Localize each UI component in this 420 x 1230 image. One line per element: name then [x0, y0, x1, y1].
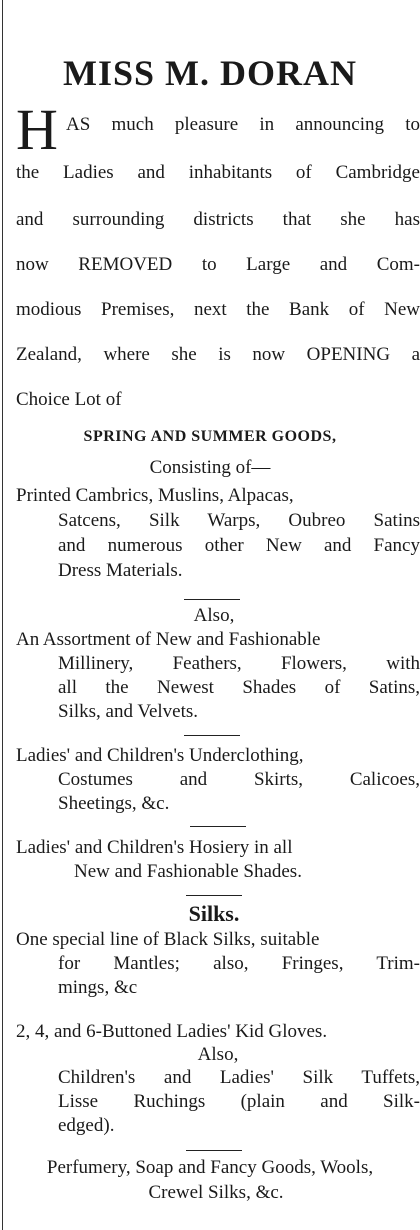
also-label: Also, — [197, 1044, 239, 1065]
list-item: Silks, and Velvets. — [58, 701, 199, 722]
intro-line: and surrounding districts that she has — [16, 209, 420, 230]
separator-rule — [184, 599, 240, 600]
list-item: Sheetings, &c. — [58, 793, 170, 814]
list-item: 2, 4, and 6-Buttoned Ladies' Kid Gloves. — [16, 1021, 328, 1042]
list-item: Costumes and Skirts, Calicoes, — [58, 769, 420, 790]
list-item: Satcens, Silk Warps, Oubreo Satins — [58, 510, 420, 531]
list-item: for Mantles; also, Fringes, Trim- — [58, 953, 420, 974]
list-item: Ladies' and Children's Hosiery in all — [16, 837, 293, 858]
list-item: Perfumery, Soap and Fancy Goods, Wools, — [46, 1157, 374, 1178]
separator-rule — [186, 895, 242, 896]
list-item: Millinery, Feathers, Flowers, with — [58, 653, 420, 674]
intro-line: AS much pleasure in announcing to — [66, 114, 420, 135]
consisting-label: Consisting of— — [149, 457, 271, 478]
separator-rule — [190, 826, 246, 827]
list-item: An Assortment of New and Fashionable — [16, 629, 321, 650]
list-item: Printed Cambrics, Muslins, Alpacas, — [16, 485, 294, 506]
intro-line: modious Premises, next the Bank of New — [16, 299, 420, 320]
list-item: Children's and Ladies' Silk Tuffets, — [58, 1067, 420, 1088]
list-item: Crewel Silks, &c. — [148, 1182, 284, 1203]
goods-heading: SPRING AND SUMMER GOODS, — [83, 428, 337, 445]
intro-line: the Ladies and inhabitants of Cambridge — [16, 162, 420, 183]
list-item: New and Fashionable Shades. — [74, 861, 302, 882]
intro-line: Zealand, where she is now OPENING a — [16, 344, 420, 365]
list-item: edged). — [58, 1115, 115, 1136]
intro-line: now REMOVED to Large and Com- — [16, 254, 420, 275]
list-item: Lisse Ruchings (plain and Silk- — [58, 1091, 420, 1112]
list-item: all the Newest Shades of Satins, — [58, 677, 420, 698]
list-item: Ladies' and Children's Underclothing, — [16, 745, 304, 766]
list-item: and numerous other New and Fancy — [58, 535, 420, 556]
also-label: Also, — [193, 605, 235, 626]
drop-cap: H — [16, 97, 58, 162]
silks-heading: Silks. — [188, 901, 240, 926]
list-item: Dress Materials. — [58, 560, 183, 581]
separator-rule — [184, 735, 240, 736]
list-item: One special line of Black Silks, suitable — [16, 929, 320, 950]
separator-rule — [186, 1150, 242, 1151]
intro-line: Choice Lot of — [16, 389, 122, 410]
advertiser-name: MISS M. DORAN — [62, 53, 357, 93]
list-item: mings, &c — [58, 977, 138, 998]
